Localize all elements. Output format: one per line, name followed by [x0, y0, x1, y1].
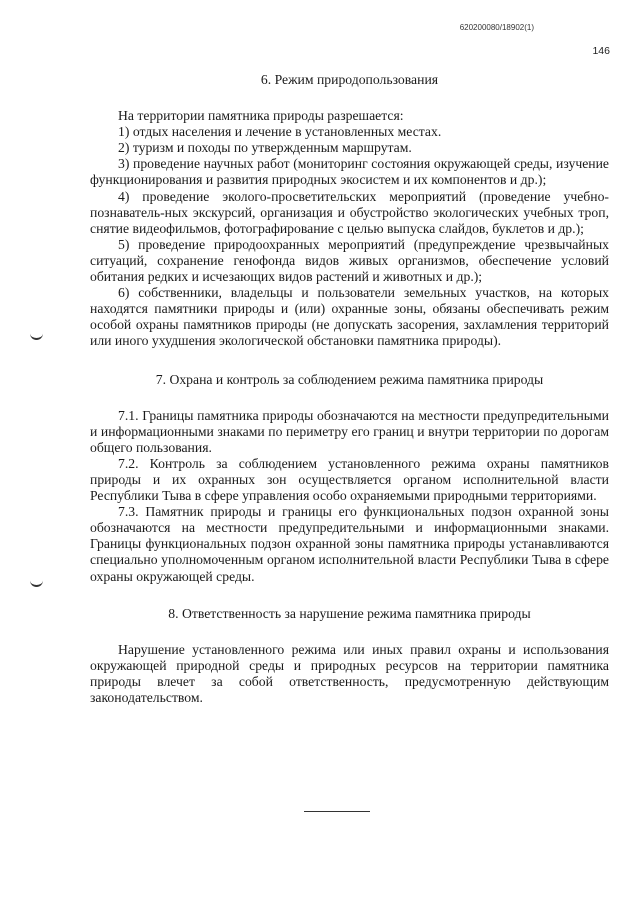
closing-divider [304, 811, 370, 812]
section-7-paragraph: 7.3. Памятник природы и границы его функциональных подзон охранной зоны обозначаются на местности предупредительными и информационными знаками. Границы функциональных подзон охранной зоны памятника природы устанавливаются специально уполномоченным органом исполнительной власти Республики Тыва в сфере охраны окружающей среды. [90, 504, 609, 584]
document-id: 620200080/18902(1) [459, 23, 534, 32]
section-7-paragraph: 7.2. Контроль за соблюдением установленного режима охраны памятников природы и их охранных зон осуществляется органом исполнительной власти Республики Тыва в сфере управления особо охраняемыми природными территориями. [90, 455, 609, 504]
page-number: 146 [592, 45, 610, 57]
section-8-paragraph: Нарушение установленного режима или иных правил охраны и использования окружающей природной среды и природных ресурсов на территории памятника природы влечет за собой ответственность, предусмотренную действующим законодательством. [90, 641, 609, 705]
margin-mark [30, 331, 43, 340]
section-8-title: 8. Ответственность за нарушение режима памятника природы [168, 605, 531, 621]
section-7-title: 7. Охрана и контроль за соблюдением режима памятника природы [155, 371, 544, 387]
section-6-item: 5) проведение природоохранных мероприятий (предупреждение чрезвычайных ситуаций, сохранение генофонда видов живых организмов, обеспечение условий обитания редких и исчезающих видов растений и животных и др.); [90, 236, 609, 285]
section-6-item: 1) отдых населения и лечение в установленных местах. [118, 124, 442, 140]
document-body [90, 72, 609, 706]
section-6-title: 6. Режим природопользования [260, 72, 439, 87]
section-6-item: 2) туризм и походы по утвержденным маршрутам. [118, 140, 412, 156]
section-7-paragraph: 7.1. Границы памятника природы обозначаются на местности предупредительными и информационными знаками по периметру его границ и внутри территории по дорогам общего пользования. [90, 407, 609, 455]
section-6-item: 3) проведение научных работ (мониторинг состояния окружающей среды, изучение функционирования и развития природных экосистем и их компонентов и др.); [90, 156, 609, 188]
section-6-intro: На территории памятника природы разрешается: [118, 108, 404, 124]
section-6-item: 4) проведение эколого-просветительских мероприятий (проведение учебно-познаватель-ных экскурсий, организация и обустройство экологических учебных троп, снятие видеофильмов, фотографирование с целью выпуска слайдов, буклетов и др.); [90, 188, 609, 236]
section-6-item: 6) собственники, владельцы и пользователи земельных участков, на которых находятся памятники природы и (или) охранные зоны, обязаны обеспечивать режим особой охраны памятников природы (не допускать засорения, захламления территорий или иного ухудшения экологической обстановки памятника природы). [90, 285, 609, 349]
margin-mark [30, 578, 43, 587]
